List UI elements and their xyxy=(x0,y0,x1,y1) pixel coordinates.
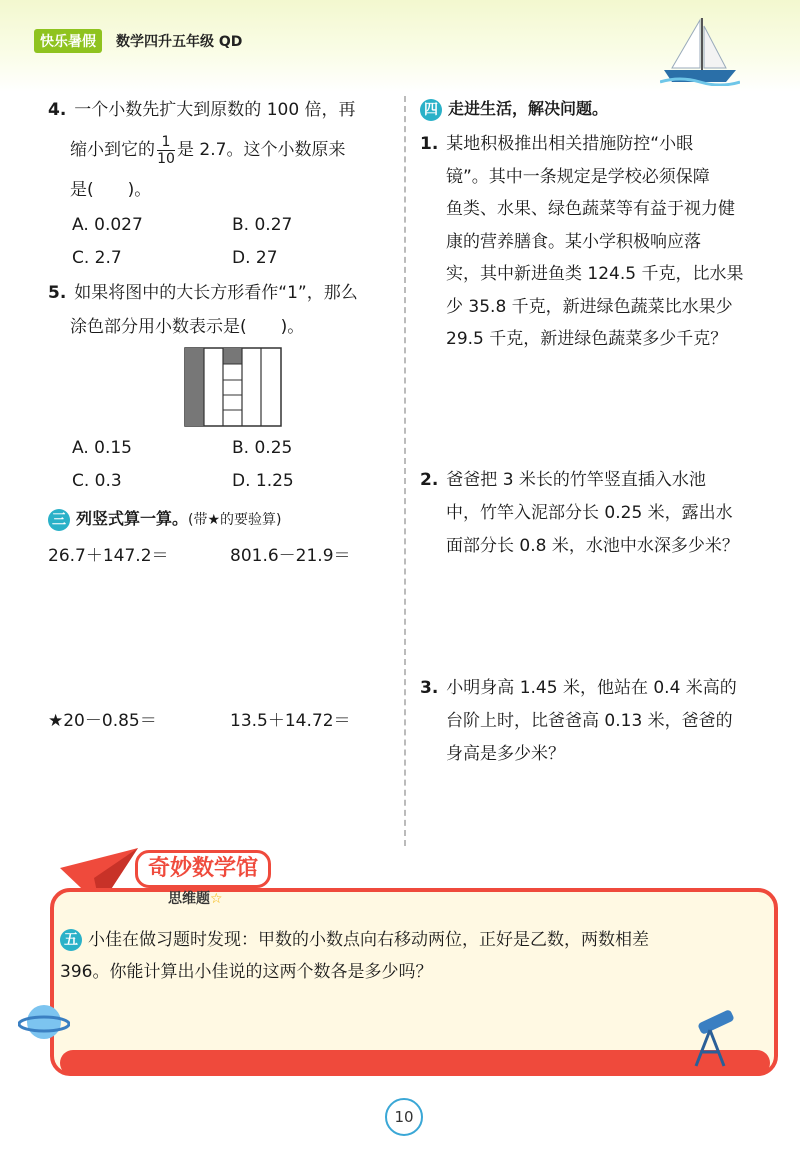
question-text: 涂色部分用小数表示是( )。 xyxy=(70,317,305,337)
problem-number: 1. xyxy=(420,134,439,154)
scroll-bottom xyxy=(60,1050,770,1076)
problem-number: 2. xyxy=(420,470,439,490)
question-text: 如果将图中的大长方形看作“1”，那么 xyxy=(74,283,358,303)
star-icon: ☆ xyxy=(210,891,223,907)
option-d: D. 27 xyxy=(232,248,278,268)
section-badge: 五 xyxy=(60,929,82,951)
section-note: (带★的要验算) xyxy=(188,512,282,528)
section-title: 走进生活，解决问题。 xyxy=(448,99,609,118)
subject-label: 数学四升五年级 QD xyxy=(116,34,243,50)
question-number: 4. xyxy=(48,100,67,120)
option-b: B. 0.27 xyxy=(232,215,293,235)
section-3-heading xyxy=(48,506,282,531)
calc-item: ★20－0.85＝ xyxy=(48,711,157,731)
fun-question xyxy=(60,924,750,988)
problem-line: 少 35.8 千克，新进绿色蔬菜比水果少 xyxy=(446,296,733,317)
calc-item: 801.6－21.9＝ xyxy=(230,546,351,566)
option-c: C. 2.7 xyxy=(72,248,122,268)
fun-text-line: 396。你能计算出小佳说的这两个数各是多少吗？ xyxy=(60,962,433,982)
sailboat-icon xyxy=(660,16,740,86)
calc-item: 26.7＋147.2＝ xyxy=(48,546,169,566)
problem-line: 台阶上时，比爸爸高 0.13 米，爸爸的 xyxy=(446,711,733,731)
brand-label: 快乐暑假 xyxy=(34,29,102,53)
problem-line: 爸爸把 3 米长的竹竿竖直插入水池 xyxy=(446,470,706,490)
page-header xyxy=(0,0,800,92)
section-badge: 四 xyxy=(420,99,442,121)
problem-number: 3. xyxy=(420,678,439,698)
header-bar xyxy=(34,30,242,52)
problem-line: 鱼类、水果、绿色蔬菜等有益于视力健 xyxy=(446,199,735,219)
question-4 xyxy=(48,92,398,208)
section-title: 列竖式算一算。 xyxy=(76,509,189,528)
fun-subtitle: 思维题☆ xyxy=(168,891,223,907)
option-a: A. 0.027 xyxy=(72,215,143,235)
option-d: D. 1.25 xyxy=(232,471,294,491)
problem-line: 小明身高 1.45 米，他站在 0.4 米高的 xyxy=(446,678,737,698)
problem-line: 身高是多少米？ xyxy=(446,744,565,764)
problem-line: 某地积极推出相关措施防控“小眼 xyxy=(446,134,694,154)
question-5 xyxy=(48,276,398,344)
option-b: B. 0.25 xyxy=(232,438,293,458)
fraction-numerator: 1 xyxy=(161,133,171,150)
rectangle-figure xyxy=(184,347,282,427)
question-text: 是 2.7。这个小数原来 xyxy=(177,140,346,160)
planet-icon xyxy=(18,996,70,1048)
problem-line: 中，竹竿入泥部分长 0.25 米，露出水 xyxy=(446,503,733,523)
section-badge: 三 xyxy=(48,509,70,531)
fun-math-section xyxy=(40,856,770,1088)
column-divider xyxy=(404,96,406,846)
question-text: 一个小数先扩大到原数的 100 倍，再 xyxy=(74,100,356,120)
problem-1 xyxy=(420,128,792,356)
question-number: 5. xyxy=(48,283,67,303)
problem-3 xyxy=(420,672,792,771)
question-text: 是( )。 xyxy=(70,180,152,200)
fun-text-line: 小佳在做习题时发现：甲数的小数点向右移动两位，正好是乙数，两数相差 xyxy=(88,930,649,950)
problem-line: 镜”。其中一条规定是学校必须保障 xyxy=(446,166,710,187)
fraction xyxy=(157,134,175,167)
question-text: 缩小到它的 xyxy=(70,140,155,160)
problem-line: 面部分长 0.8 米，水池中水深多少米？ xyxy=(446,536,739,556)
fraction-denominator: 10 xyxy=(157,150,175,167)
calc-item: 13.5＋14.72＝ xyxy=(230,711,351,731)
option-c: C. 0.3 xyxy=(72,471,122,491)
page-number: 10 xyxy=(385,1098,423,1136)
problem-2 xyxy=(420,464,792,563)
problem-line: 实，其中新进鱼类 124.5 千克，比水果 xyxy=(446,264,744,284)
problem-line: 康的营养膳食。某小学积极响应落 xyxy=(446,231,701,252)
option-a: A. 0.15 xyxy=(72,438,132,458)
fun-title: 奇妙数学馆 xyxy=(135,850,271,888)
telescope-icon xyxy=(680,1008,740,1068)
section-4-heading xyxy=(420,96,608,121)
problem-line: 29.5 千克，新进绿色蔬菜多少千克？ xyxy=(446,329,728,349)
